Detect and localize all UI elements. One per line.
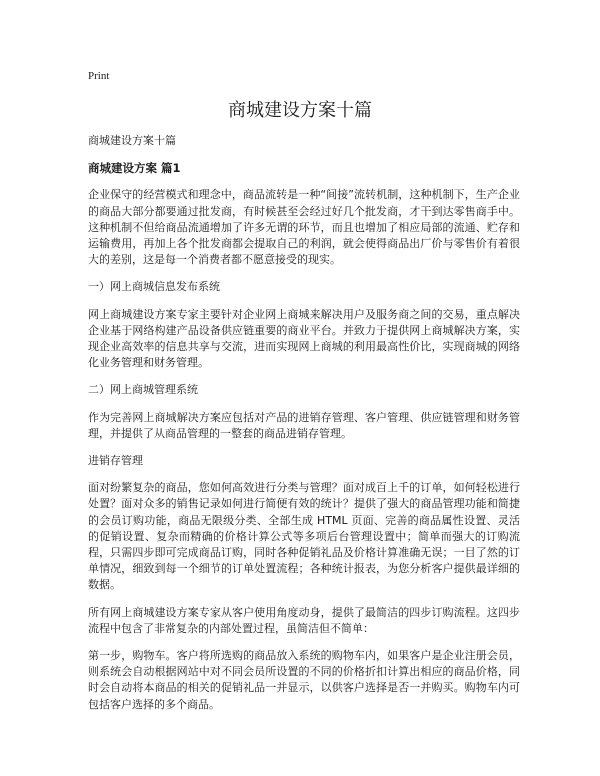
paragraph-1: 企业保守的经营模式和理念中，商品流转是一种“间接”流转机制，这种机制下，生产企业的商品大部分都要通过批发商，有时候甚至会经过好几个批发商，才干到达零售商手中。这种机制不但给商品流通增加了许多无谓的环节，而且也增加了相应局部的流通、贮存和运输费用，再加上各个批发商都会提取自己的利润，就会使得商品出厂价与零售价有着很大的差别，这是每一个消费者都不愿意接受的现实。 [88, 188, 520, 267]
paragraph-6: 第一步，购物车。客户将所选购的商品放入系统的购物车内，如果客户是企业注册会员，则系统会自动根据网站中对不同会员所设置的不同的价格折扣计算出相应的商品价格，同时会自动将本商品的相关的促销礼品一并显示，以供客户选择是否一并购买。购物车内可包括客户选择的多个商品。 [88, 649, 520, 711]
section-heading-1: 一）网上商城信息发布系统 [88, 280, 220, 294]
article-heading: 商城建设方案 篇1 [88, 161, 181, 176]
page-title: 商城建设方案十篇 [228, 100, 372, 121]
paragraph-3: 作为完善网上商城解决方案应包括对产品的进销存管理、客户管理、供应链管理和财务管理，并提供了从商品管理的一整套的商品进销存管理。 [88, 410, 520, 440]
print-link[interactable]: Print [88, 70, 110, 82]
section-heading-3: 进销存管理 [88, 454, 143, 468]
paragraph-5: 所有网上商城建设方案专家从客户使用角度动身，提供了最简洁的四步订购流程。这四步流程中包含了非常复杂的内部处置过程，虽简洁但不简单： [88, 605, 520, 635]
paragraph-2: 网上商城建设方案专家主要针对企业网上商城来解决用户及服务商之间的交易，重点解决企业基于网络构建产品设备供应链重要的商业平台。并致力于提供网上商城解决方案，实现企业高效率的信息共享与交流，进而实现网上商城的利用最高性价比，实现商城的网络化业务管理和财务管理。 [88, 307, 520, 370]
paragraph-4: 面对纷繁复杂的商品，您如何高效进行分类与管理？面对成百上千的订单，如何轻松进行处置？面对众多的销售记录如何进行简便有效的统计？提供了强大的商品管理功能和简捷的会员订购功能，商品无限级分类、全部生成 HTML 页面、完善的商品属性设置、灵活的促销设置、复杂而精确的价格计算公式等多项后台管理设置中；简单而强大的订购流程，只需四步即可完成商品订购，同时各种促销礼品及价格计算准确无误；一目了然的订单情况，细致到每一个细节的订单处置流程；各种统计报表，为您分析客户提供最详细的数据。 [88, 481, 520, 592]
section-heading-2: 二）网上商城管理系统 [88, 383, 198, 397]
intro-line: 商城建设方案十篇 [88, 134, 176, 147]
article-body [88, 133, 520, 724]
